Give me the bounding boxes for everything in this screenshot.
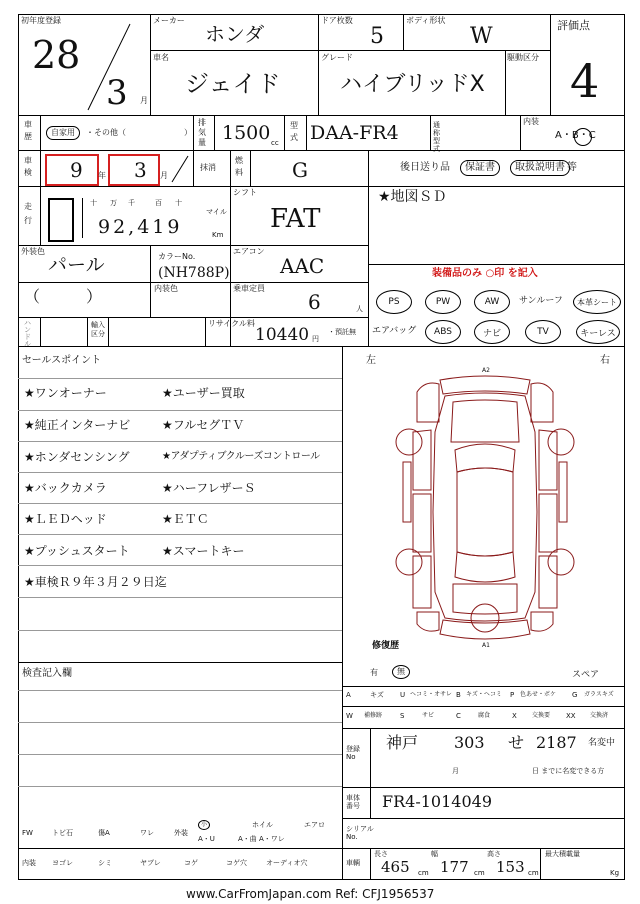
color-value: パール [48,254,105,276]
footer-reference: www.CarFromJapan.com Ref: CFJ1956537 [186,887,435,901]
inspector-title: 検査記入欄 [22,668,72,679]
legend-code: W [346,712,353,720]
fuel-value: G [292,158,308,182]
legend-code: U [400,691,406,699]
diagram-rear-code: A1 [482,642,490,649]
recycle-unit: 円 [312,335,319,343]
grade-label: グレード [321,53,353,62]
docs-label: 後日送り品 [400,162,450,173]
sales-points-title: セールスポイント [22,355,102,366]
legend-code: G [572,691,578,699]
history-private: 自家用 [46,126,80,140]
shift-label: シフト [233,188,257,197]
legend-text: ガラスキズ [584,691,614,698]
common-model-label: 通称型式 [433,121,440,153]
unit-jyu: 十 [175,199,182,207]
inspect-month: 3 [134,158,147,182]
dirt-label: ヨゴレ [52,859,73,867]
equip-airbag: エアバッグ [372,326,417,336]
diagram-front-code: A2 [482,367,490,374]
sales-point: ★プッシュスタート [24,544,130,558]
registration-label: 登録No [346,745,360,761]
length-value: 465 [381,858,410,876]
maker-label: メーカー [153,16,185,25]
unit-man: 万 [110,199,117,207]
legend-text: 腐食 [478,712,491,719]
reg-year-label: 初年度登録 [21,16,61,25]
equip-navi: ナビ [474,320,510,344]
diagram-right: 右 [600,355,610,366]
drive-label: 駆動区分 [507,53,539,62]
stone-chip-label: トビ石 [52,829,73,837]
reg-change: 名変中 [588,738,616,748]
sales-point: ★アダプティブクルーズコントロール [162,451,320,462]
legend-code: A [346,691,351,699]
ac-label: エアコン [233,247,265,256]
ac-value: AAC [280,254,325,278]
color-no-label: カラーNo. [158,252,196,261]
sales-point: ★車検Ｒ９年３月２９日迄 [24,575,167,589]
interior-grade-opts: A・B・C [555,130,596,141]
reg-year: 28 [32,33,81,77]
kg-unit: Kg [610,869,620,877]
interior-grade-circle [574,128,592,146]
exterior-opts: A・U [198,835,215,843]
vehicle-dims-label: 車輌 [346,859,360,867]
tear-label: ヤブレ [140,859,161,867]
recycle-label: リサイクル料 [208,319,255,328]
grade: ハイブリッドX [340,72,485,97]
inspection-label: 車検 [24,156,32,177]
equip-sunroof: サンルーフ [519,296,563,306]
legend-text: 補修跡 [364,712,383,719]
color-no: (NH788P) [158,265,230,281]
docs-etc: 等 [567,162,577,173]
reg-month-unit: 月 [452,767,459,775]
body-type: W [470,24,493,49]
reg-num1: 303 [454,733,485,752]
score: 4 [570,54,600,108]
docs-warranty: 保証書 [460,160,500,176]
equipment-title: 装備品のみ ○印 を記入 [432,268,538,279]
repair-history-label: 修復歴 [372,641,400,651]
cm-unit: cm [418,869,429,877]
unit-sen: 千 [128,199,135,207]
interior-label: 内装 [22,859,36,867]
equip-leather: 本革シート [573,290,621,314]
cm-unit: cm [528,869,539,877]
equipment-note: ★地図ＳＤ [378,189,447,205]
sales-point: ★ＥＴＣ [162,512,209,526]
sales-point: ★純正インターナビ [24,418,131,432]
legend-text: サビ [422,712,435,719]
maker: ホンダ [205,22,265,46]
equip-abs: ABS [425,320,461,344]
sales-point: ★ユーザー買取 [162,386,245,400]
unit-jyu-man: 十 [90,199,97,207]
shift-value: FAT [270,204,321,234]
chassis-number: FR4-1014049 [382,792,492,811]
aero-label: エアロ [304,821,325,829]
history-paren-close: ） [184,128,192,137]
equip-ps: PS [376,290,412,314]
diagram-left: 左 [366,355,376,366]
stain-label: シミ [98,859,112,867]
legend-text: ヘコミ・オサレ [410,691,452,698]
model-code: DAA-FR4 [310,122,399,144]
inspect-month-unit: 月 [160,171,168,180]
legend-text: キズ・ヘコミ [466,691,502,698]
doors-label: ドア枚数 [321,16,353,25]
exterior-label: 外装 [174,829,188,837]
wheel-opts: A・曲 A・ワレ [238,835,285,843]
docs-manual: 取扱説明書 [510,160,570,176]
reg-num2: 2187 [536,733,577,752]
crack-label: ワレ [140,829,154,837]
length-label: 長さ [374,850,388,858]
legend-text: キズ [370,691,384,699]
capacity-label: 乗車定員 [233,284,265,293]
chassis-label: 車体番号 [346,794,360,810]
legend-text: 色あせ・ボケ [520,691,557,698]
repair-yes: 有 [370,668,378,677]
burn-hole-label: コゲ穴 [226,859,247,867]
history-label: 車歴 [24,120,32,141]
height-label: 高さ [487,850,501,858]
equip-tv: TV [525,320,561,344]
exhaust-value: 1500 [222,122,271,144]
inspect-slash [168,154,190,184]
equip-pw: PW [425,290,461,314]
sales-point: ★ワンオーナー [24,386,107,400]
small-circle: 小 [198,820,210,830]
mileage-value: 92,419 [98,216,183,238]
reg-day-note: 日 までに名変できる方 [532,767,605,775]
inspect-year: 9 [70,158,83,182]
mile-label: マイル [206,208,227,216]
history-other: ・その他（ [86,128,126,137]
handle-label: ハンドル [24,319,31,348]
interior-color-label: 内装色 [154,284,178,293]
wheel-label: ホイル [252,821,273,829]
capacity-value: 6 [308,290,321,314]
spare-label: スペア [572,670,600,680]
audio-hole-label: オーディオ穴 [266,859,308,867]
legend-code: C [456,712,461,720]
width-label: 幅 [431,850,438,858]
legend-text: 交換済 [590,712,609,719]
sales-point: ★ＬＥＤヘッド [24,512,107,526]
km-label: Km [212,231,224,239]
sales-point: ★フルセグＴＶ [162,418,245,432]
month-unit: 月 [140,96,148,105]
sales-point: ★ハーフレザーＳ [162,481,256,495]
legend-code: XX [566,712,576,720]
scratch-a-label: 傷A [98,829,110,837]
sales-point: ★ホンダセンシング [24,450,130,464]
capacity-unit: 人 [356,305,363,313]
exhaust-label: 排気量 [198,118,206,147]
color-label: 外装色 [21,247,45,256]
mileage-label: 走行 [24,202,32,225]
burn-label: コゲ [184,859,198,867]
car-damage-diagram [395,372,575,644]
legend-code: B [456,691,461,699]
cancel-label: 抹消 [200,163,216,172]
recycle-value: 10440 [255,325,310,345]
legend-code: X [512,712,517,720]
legend-text: 交換要 [532,712,551,719]
fw-label: FW [22,829,33,837]
paren-right: ） [86,287,103,306]
width-value: 177 [440,858,469,876]
score-label: 評価点 [557,19,590,32]
interior-grade-label: 内装 [523,117,539,126]
exhaust-unit: cc [271,139,279,147]
unit-hyaku: 百 [155,199,162,207]
body-label: ボディ形状 [406,16,446,25]
serial-label: シリアルNo. [346,825,374,841]
height-value: 153 [496,858,525,876]
sales-point: ★スマートキー [162,544,245,558]
cm-unit: cm [474,869,485,877]
repair-none: 無 [392,665,410,679]
legend-code: P [510,691,515,699]
reg-city: 神戸 [386,733,419,752]
model-label: 型式 [290,121,298,142]
reg-kana: せ [508,733,525,752]
import-label: 輸入区分 [91,321,105,338]
car-name: ジェイド [185,70,281,98]
max-load-label: 最大積載量 [545,850,580,858]
paren-left: （ [24,287,41,306]
sales-point: ★バックカメラ [24,481,107,495]
equip-keyless: キーレス [576,320,620,344]
equip-aw: AW [474,290,510,314]
inspect-year-unit: 年 [98,171,106,180]
doors: 5 [370,24,384,49]
legend-code: S [400,712,405,720]
reg-month: 3 [106,73,128,113]
mileage-first-box [48,198,74,242]
deposit-label: ・預託無 [328,328,356,336]
fuel-label: 燃料 [235,156,243,177]
car-name-label: 車名 [153,53,169,62]
